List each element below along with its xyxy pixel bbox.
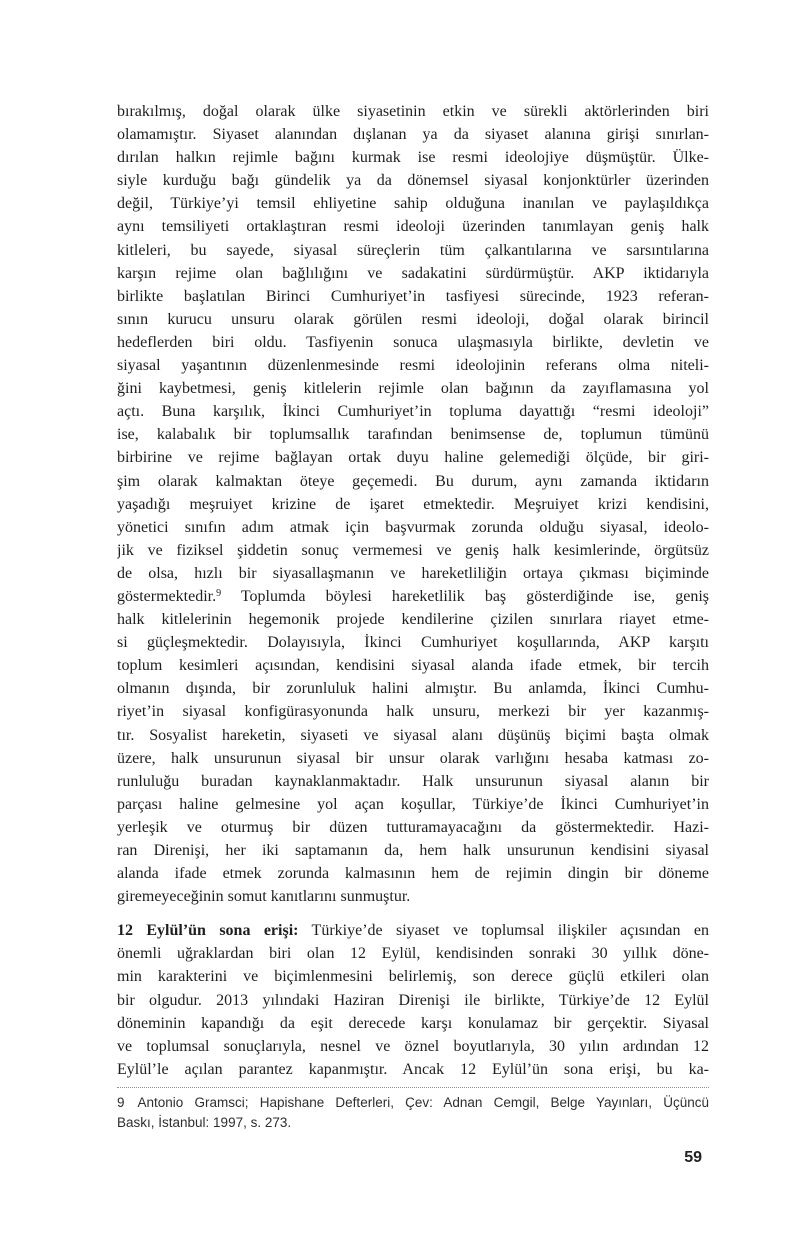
text-line: olmanın dışında, bir zorunluluk halini almıştır. Bu anlamda, İkinci Cumhu-: [117, 680, 709, 698]
text-line: ise, kalabalık bir toplumsallık tarafından benimsense de, toplumun tümünü: [117, 426, 709, 444]
text-line: riyet’in siyasal konfigürasyonunda halk unsuru, merkezi bir yer kazanmış-: [117, 703, 709, 721]
text-line: birlikte başlatılan Birinci Cumhuriyet’in tasfiyesi sürecinde, 1923 referan-: [117, 287, 709, 305]
text-line: jik ve fiziksel şiddetin sonuç vermemesi ve geniş halk kesimlerinde, örgütsüz: [117, 541, 709, 559]
text-segment: 12 Eylül’ün sona erişi:: [117, 922, 299, 940]
footnote-line: Baskı, İstanbul: 1997, s. 273.: [117, 1115, 292, 1131]
text-line: karşın rejime olan bağlılığını ve sadakatini sürdürmüştür. AKP iktidarıyla: [117, 264, 709, 282]
text-line: giremeyeceğinin somut kanıtlarını sunmuştur.: [117, 888, 411, 906]
footnote-separator: [117, 1087, 709, 1088]
text-line: hedeflerden biri oldu. Tasfiyenin sonuca ulaşmasıyla birlikte, devletin ve: [117, 333, 709, 351]
text-line: runluluğu buradan kaynaklanmaktadır. Halk unsurunun siyasal alanın bir: [117, 772, 709, 790]
footnote-line: [117, 1093, 709, 1114]
text-segment: Türkiye’de siyaset ve toplumsal ilişkiler açısından en: [298, 922, 709, 940]
text-line: siyasal yaşantının düzenlenmesinde resmi ideolojinin referans olma niteli-: [117, 357, 709, 375]
text-line: şim olarak kalmaktan öteye geçemedi. Bu durum, aynı zamanda iktidarın: [117, 472, 709, 490]
text-line: bırakılmış, doğal olarak ülke siyasetinin etkin ve sürekli aktörlerinden biri: [117, 103, 709, 120]
text-segment: göstermektedir.: [117, 587, 217, 605]
text-line: alanda ifade etmek zorunda kalmasının hem de rejimin dingin bir döneme: [117, 865, 709, 883]
text-line: yaşadığı meşruiyet krizine de işaret etmektedir. Meşruiyet krizi kendisini,: [117, 495, 709, 513]
text-line: parçası haline gelmesine yol açan koşullar, Türkiye’de İkinci Cumhuriyet’in: [117, 795, 709, 813]
text-line: [117, 585, 709, 608]
footnote-text: Antonio Gramsci; Hapishane Defterleri, Çev: Adnan Cemgil, Belge Yayınları, Üçüncü: [137, 1094, 709, 1110]
paragraph-1: [117, 100, 709, 908]
text-line: de olsa, hızlı bir siyasallaşmanın ve hareketliliğin ortaya çıkması biçiminde: [117, 564, 709, 582]
text-line: değil, Türkiye’yi temsil ehliyetine sahip olduğuna inanılan ve paylaşıldıkça: [117, 195, 709, 213]
text-line: si güçleşmektedir. Dolayısıyla, İkinci Cumhuriyet koşullarında, AKP karşıtı: [117, 634, 709, 652]
text-line: ran Direnişi, her iki saptamanın da, hem halk unsurunun kendisini siyasal: [117, 842, 709, 859]
text-line: önemli uğraklardan biri olan 12 Eylül, kendisinden sonraki 30 yıllık döne-: [117, 945, 709, 963]
text-line: min karakterini ve biçimlenmesini belirlemiş, son derece güçlü etkileri olan: [117, 968, 709, 986]
text-line: olamamıştır. Siyaset alanından dışlanan ya da siyaset alanına girişi sınırlan-: [117, 126, 709, 144]
text-line: yerleşik ve oturmuş bir düzen tutturamayacağını da göstermektedir. Hazi-: [117, 818, 709, 836]
text-line: ğini kaybetmesi, geniş kitlelerin rejimle olan bağının da zayıflamasına yol: [117, 380, 709, 398]
text-segment: Toplumda böylesi hareketlilik baş gösterdiğinde ise, geniş: [221, 587, 709, 605]
text-line: kitleleri, bu sayede, siyasal süreçlerin tüm çalkantılarına ve sarsıntılarına: [117, 241, 709, 259]
text-line: Eylül’le açılan parantez kapanmıştır. Ancak 12 Eylül’ün sona erişi, bu ka-: [117, 1060, 709, 1078]
text-line: bir olgudur. 2013 yılındaki Haziran Direnişi ile birlikte, Türkiye’de 12 Eylül: [117, 991, 709, 1009]
footnote-number: 9: [117, 1094, 125, 1110]
paragraph-2: [117, 919, 709, 1081]
text-line: döneminin kapandığı da eşit derecede karşı konulamaz bir gerçektir. Siyasal: [117, 1014, 709, 1032]
footnote-ref: 9: [216, 587, 222, 599]
text-line: üzere, halk unsurunun siyasal bir unsur olarak varlığını hesaba katması zo-: [117, 749, 709, 767]
text-line: halk kitlelerinin hegemonik projede kendilerine çizilen sınırlara riayet etme-: [117, 611, 709, 629]
text-line: siyle kurduğu bağı gündelik ya da dönemsel siyasal konjonktürler üzerinden: [117, 172, 709, 190]
text-line: [117, 919, 709, 942]
page-number: 59: [684, 1149, 702, 1166]
text-line: aynı temsiliyeti ortaklaştıran resmi ideoloji üzerinden tanımlayan geniş halk: [117, 218, 709, 236]
text-line: birbirine ve rejime bağlayan ortak duyu haline gelemediği ölçüde, bir giri-: [117, 449, 709, 467]
footnote: [117, 1093, 709, 1134]
text-line: ve toplumsal sonuçlarıyla, nesnel ve öznel boyutlarıyla, 30 yılın ardından 12: [117, 1037, 709, 1055]
text-line: toplum kesimleri açısından, kendisini siyasal alanda ifade etmek, bir tercih: [117, 657, 709, 675]
text-line: yönetici sınıfın adım atmak için başvurmak zorunda olduğu siyasal, ideolo-: [117, 518, 709, 536]
text-column: [117, 100, 709, 1134]
text-line: tır. Sosyalist hareketin, siyaseti ve siyasal alanı düşünüş biçimi başta olmak: [117, 726, 709, 744]
text-line: sının kurucu unsuru olarak görülen resmi ideoloji, doğal olarak birincil: [117, 310, 709, 328]
text-line: dırılan halkın rejimle bağını kurmak ise resmi ideolojiye düşmüştür. Ülke-: [117, 149, 709, 167]
text-line: açtı. Buna karşılık, İkinci Cumhuriyet’in topluma dayattığı “resmi ideoloji”: [117, 403, 709, 421]
